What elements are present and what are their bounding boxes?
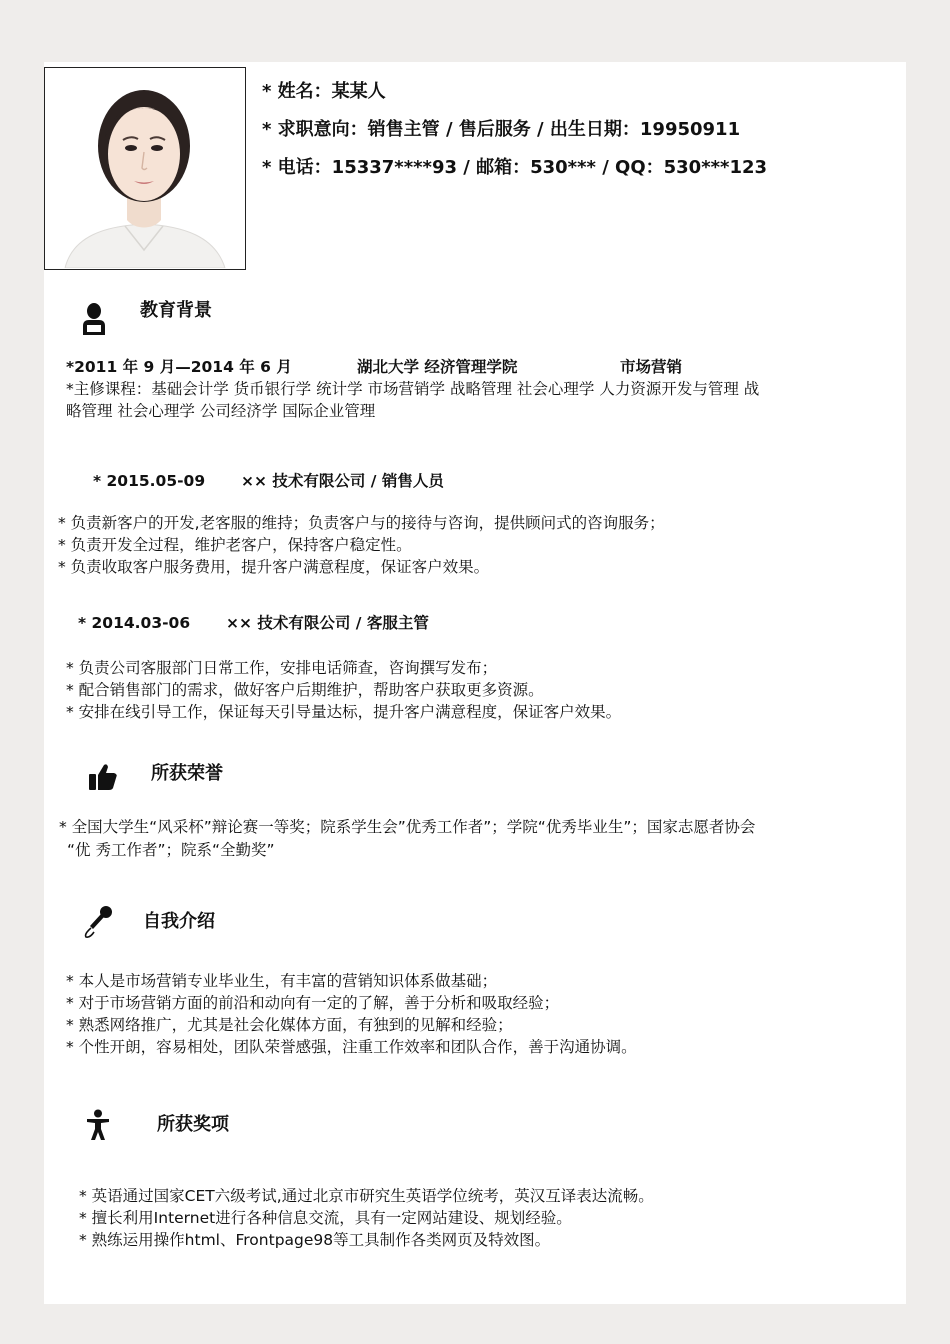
honors-line1: * 全国大学生“风采杯”辩论赛一等奖；院系学生会”优秀工作者”；学院“优秀毕业生”；国家志愿者协会 [59,818,756,836]
intro-item: * 熟悉网络推广，尤其是社会化媒体方面，有独到的见解和经验； [66,1016,513,1034]
work-2-company: ×× 技术有限公司 / 客服主管 [226,614,429,632]
award-item: * 英语通过国家CET六级考试,通过北京市研究生英语学位统考，英汉互译表达流畅。 [79,1187,654,1205]
education-courses-line2: 略管理 社会心理学 公司经济学 国际企业管理 [66,402,376,420]
award-item: * 熟练运用操作html、Frontpage98等工具制作各类网页及特效图。 [79,1231,551,1249]
work-2-period: * 2014.03-06 [78,614,191,632]
work-1-duty: * 负责收取客户服务费用，提升客户满意程度，保证客户效果。 [58,558,490,576]
education-courses-line1: *主修课程：基础会计学 货币银行学 统计学 市场营销学 战略管理 社会心理学 人力资源开发与管理 战 [66,380,760,398]
awards-title: 所获奖项 [157,1114,229,1135]
figure-icon [86,1109,110,1141]
intro-item: * 本人是市场营销专业毕业生，有丰富的营销知识体系做基础； [66,972,498,990]
intro-item: * 个性开朗，容易相处，团队荣誉感强，注重工作效率和团队合作，善于沟通协调。 [66,1038,637,1056]
work-2-duty: * 安排在线引导工作，保证每天引导量达标，提升客户满意程度，保证客户效果。 [66,703,622,721]
work-1-duty: * 负责新客户的开发,老客服的维持；负责客户与的接待与咨询，提供顾问式的咨询服务； [58,514,665,532]
work-1-company: ×× 技术有限公司 / 销售人员 [241,472,444,490]
honors-line2: “优 秀工作者”；院系“全勤奖” [67,841,275,859]
portrait-photo [44,67,246,270]
honors-title: 所获荣誉 [151,763,223,784]
intro-item: * 对于市场营销方面的前沿和动向有一定的了解，善于分析和吸取经验； [66,994,560,1012]
intro-title: 自我介绍 [143,911,215,932]
work-2-duty: * 配合销售部门的需求，做好客户后期维护，帮助客户获取更多资源。 [66,681,544,699]
name-line: * 姓名：某某人 [262,81,386,102]
thumbs-up-icon [88,762,118,792]
person-icon [81,302,107,336]
job-intent-line: * 求职意向：销售主管 / 售后服务 / 出生日期：19950911 [262,119,741,140]
education-period: *2011 年 9 月—2014 年 6 月 [66,358,292,376]
contact-line: * 电话：15337****93 / 邮箱：530*** / QQ：530***123 [262,157,768,178]
microphone-icon [82,904,114,938]
education-major: 市场营销 [620,358,683,376]
education-title: 教育背景 [140,300,212,321]
education-school: 湖北大学 经济管理学院 [357,358,518,376]
work-1-period: * 2015.05-09 [93,472,206,490]
work-2-duty: * 负责公司客服部门日常工作，安排电话筛查，咨询撰写发布； [66,659,498,677]
award-item: * 擅长利用Internet进行各种信息交流，具有一定网站建设、规划经验。 [79,1209,572,1227]
work-1-duty: * 负责开发全过程，维护老客户，保持客户稳定性。 [58,536,412,554]
